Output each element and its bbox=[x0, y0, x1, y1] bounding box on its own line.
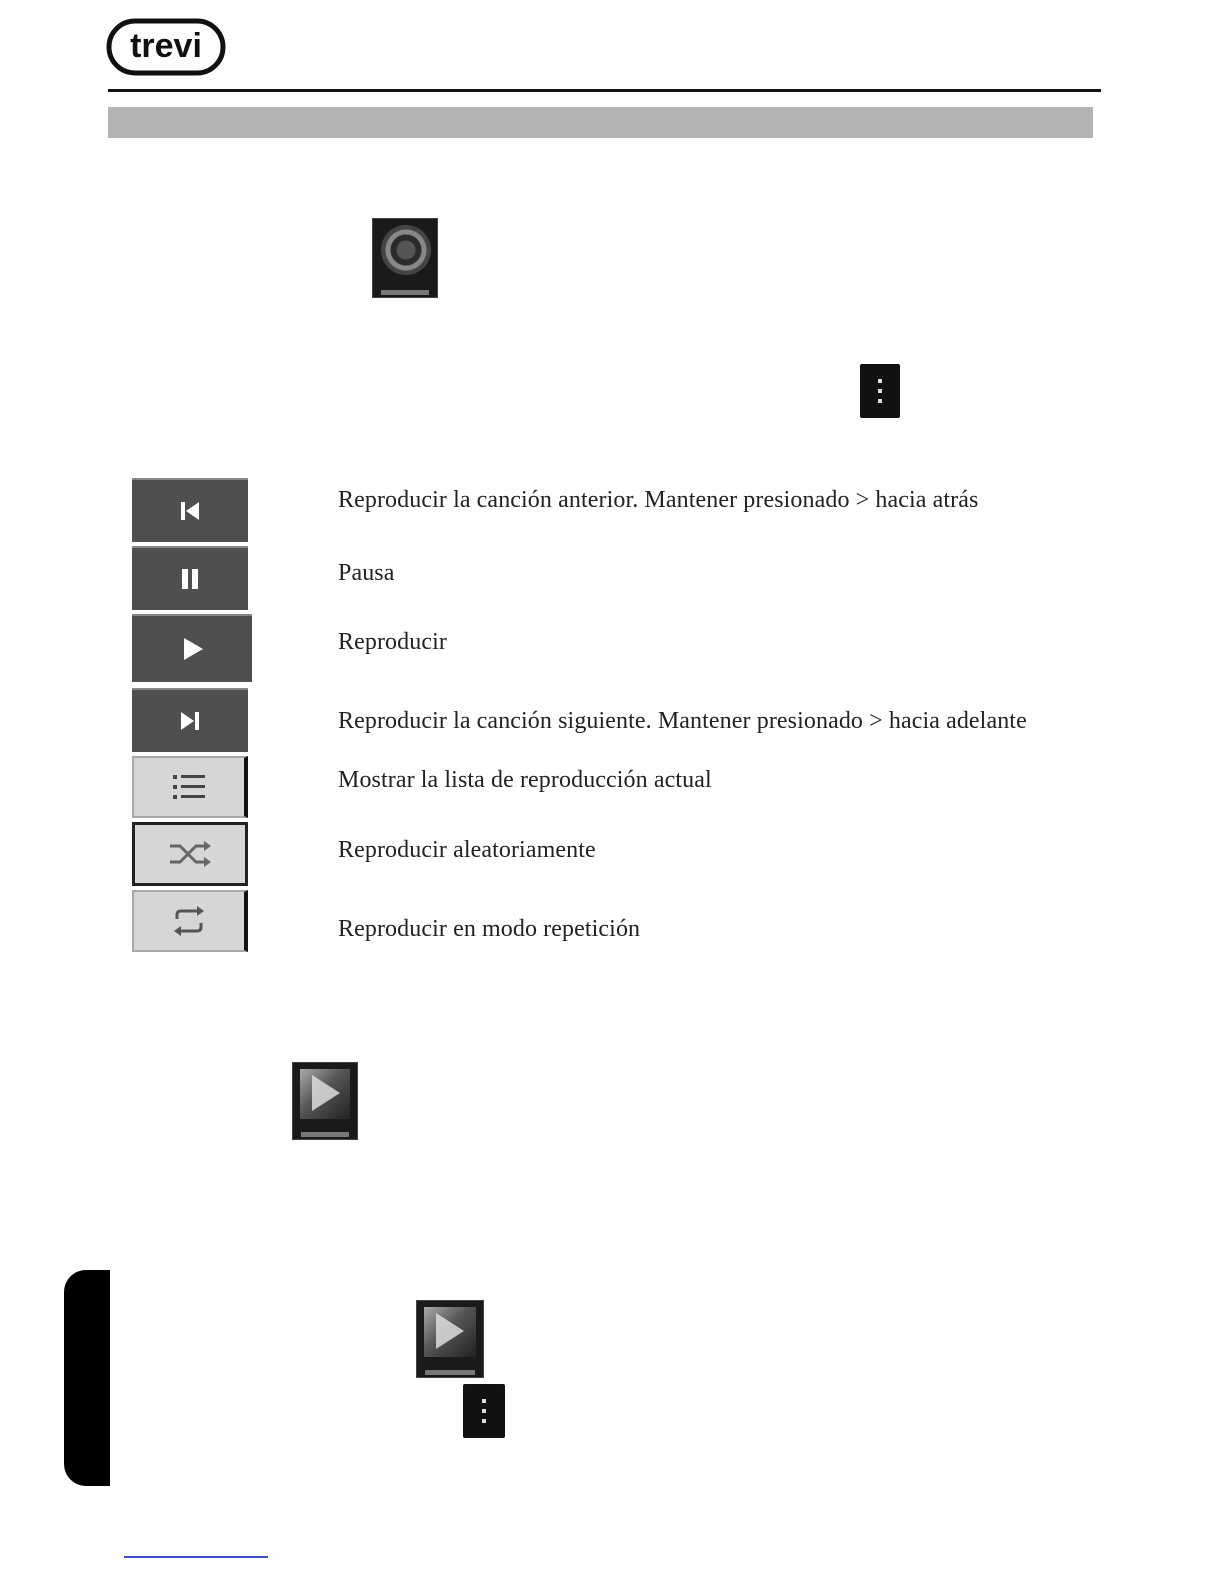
overflow-menu-icon[interactable] bbox=[463, 1384, 505, 1438]
speaker-icon bbox=[381, 225, 431, 275]
playlist-icon bbox=[171, 772, 207, 802]
control-description: Reproducir en modo repetición bbox=[338, 916, 641, 942]
video-app-icon[interactable] bbox=[292, 1062, 358, 1140]
shuffle-icon bbox=[168, 839, 212, 869]
playlist-button[interactable] bbox=[132, 756, 248, 818]
repeat-icon bbox=[172, 905, 206, 937]
pause-button[interactable] bbox=[132, 546, 248, 610]
shuffle-button[interactable] bbox=[132, 822, 248, 886]
svg-text:trevi: trevi bbox=[130, 27, 202, 65]
trevi-logo bbox=[106, 18, 226, 76]
control-description: Reproducir la canción siguiente. Mantener presionado > hacia adelante bbox=[338, 708, 1027, 734]
video-app-icon[interactable] bbox=[416, 1300, 484, 1378]
play-button[interactable] bbox=[132, 614, 252, 682]
control-description: Reproducir aleatoriamente bbox=[338, 837, 596, 863]
control-description: Reproducir la canción anterior. Mantener presionado > hacia atrás bbox=[338, 487, 979, 513]
language-side-tab bbox=[64, 1270, 110, 1486]
header-rule bbox=[108, 89, 1101, 92]
play-icon bbox=[308, 1073, 342, 1113]
music-app-icon[interactable] bbox=[372, 218, 438, 298]
control-description: Reproducir bbox=[338, 629, 447, 655]
icon-caption bbox=[425, 1370, 475, 1375]
play-icon bbox=[432, 1311, 466, 1351]
overflow-menu-icon[interactable] bbox=[860, 364, 900, 418]
pause-icon bbox=[177, 566, 203, 592]
control-description: Pausa bbox=[338, 560, 395, 586]
repeat-button[interactable] bbox=[132, 890, 248, 952]
section-header-band bbox=[108, 107, 1093, 138]
skip-previous-button[interactable] bbox=[132, 478, 248, 542]
skip-next-icon bbox=[177, 708, 203, 734]
icon-caption bbox=[381, 290, 429, 295]
control-description: Mostrar la lista de reproducción actual bbox=[338, 767, 712, 793]
skip-previous-icon bbox=[177, 498, 203, 524]
video-thumbnail bbox=[424, 1307, 476, 1357]
play-icon bbox=[178, 635, 206, 663]
icon-caption bbox=[301, 1132, 349, 1137]
footer-link-line[interactable] bbox=[124, 1556, 268, 1558]
video-thumbnail bbox=[300, 1069, 350, 1119]
skip-next-button[interactable] bbox=[132, 688, 248, 752]
